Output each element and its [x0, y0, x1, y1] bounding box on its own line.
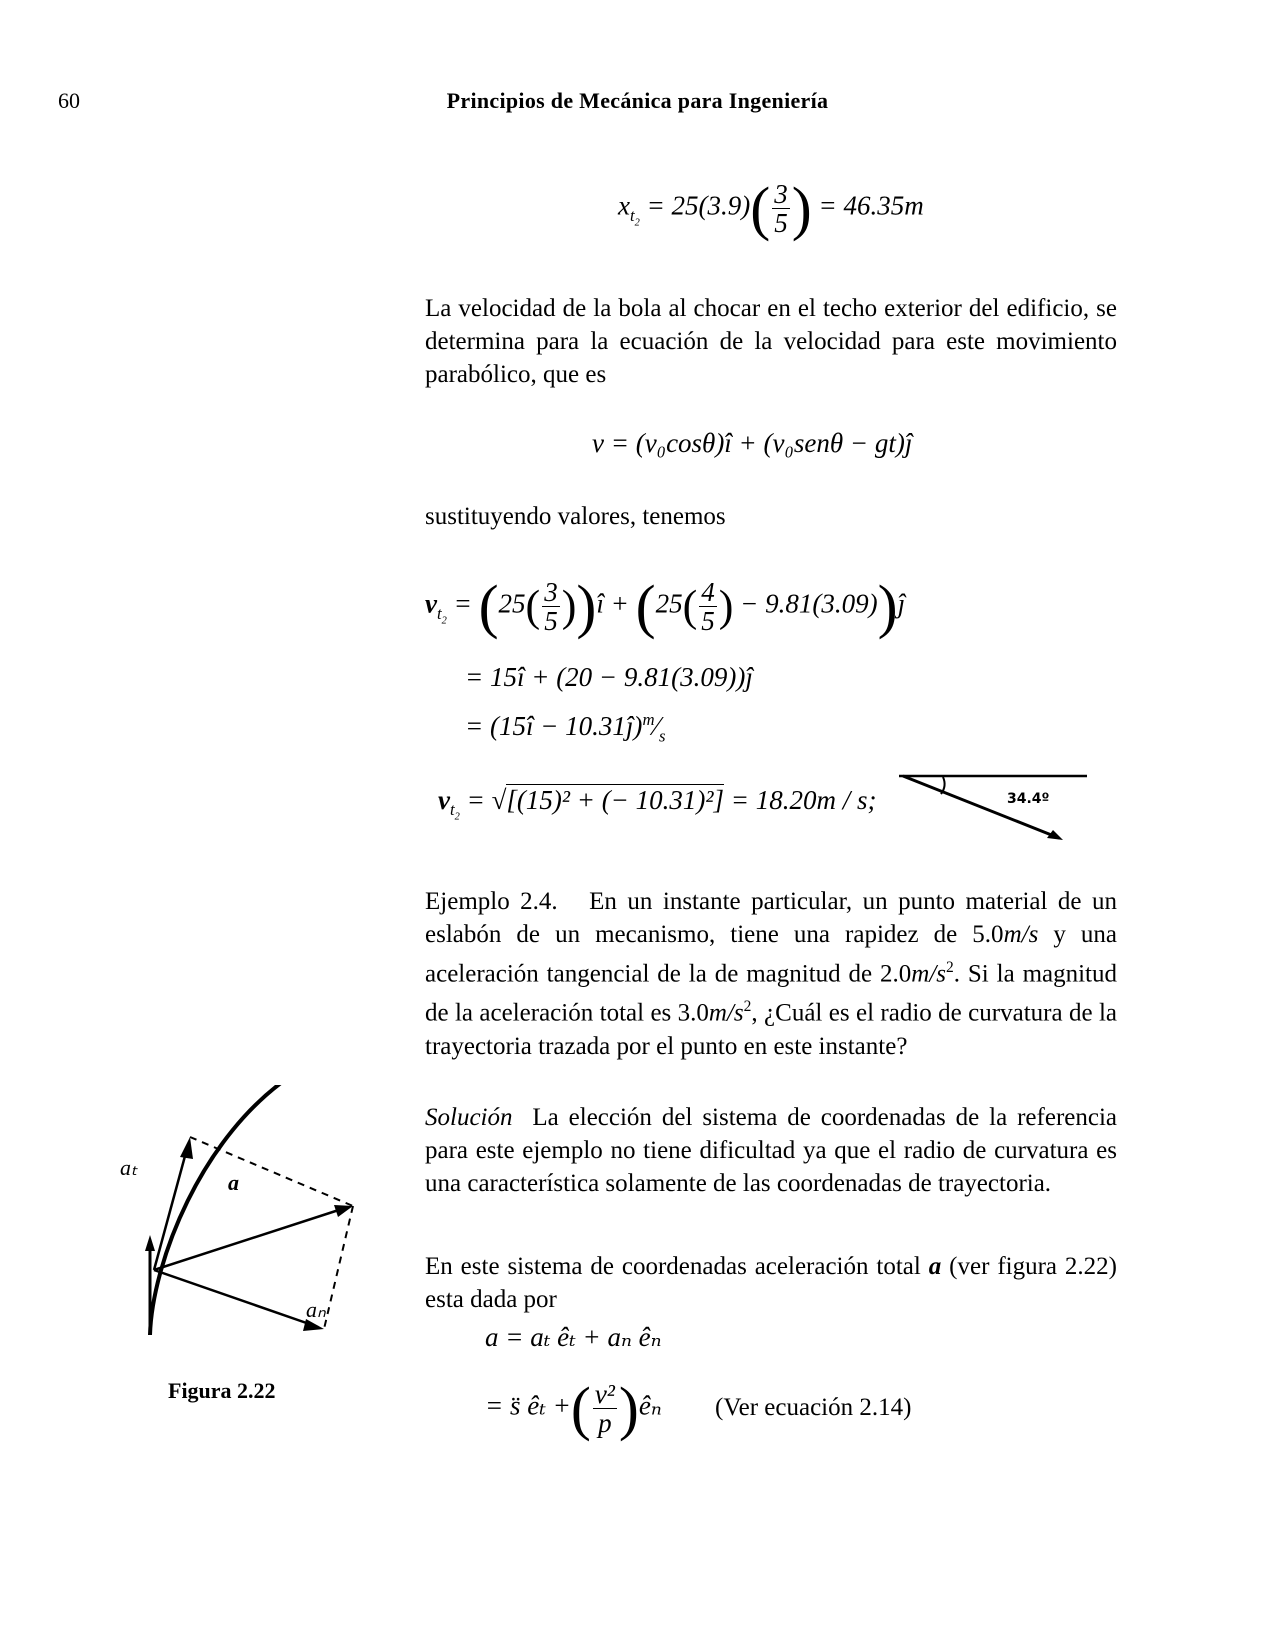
trajectory-curve — [150, 1085, 295, 1335]
running-title: Principios de Mecánica para Ingeniería — [446, 88, 829, 113]
velocity-direction-line — [903, 776, 1059, 838]
example-2-4: Ejemplo 2.4. En un instante particular, un punto material de un eslabón de un mecanismo, tiene una rapidez de 5.0m/s y una aceleración tangencial de la de magnitud de $2.0m/s^2$. Si la magnitud de la aceleración total es $3.0m/s^2$, ¿Cuál es el radio de curvatura de la trayectoria trazada por el punto en este instante? — [425, 888, 1117, 1060]
paragraph-aceleracion: En este sistema de coordenadas aceleración total a (ver figura 2.22) esta dada por — [425, 1253, 1118, 1313]
label-at: aₜ — [120, 1155, 138, 1180]
dashed-parallelogram-edge — [190, 1137, 353, 1206]
equation-vt2-magnitude: $v_{t_2} = √[(15)^2$ + (− 10.31)²] = 18.20m / s; — [438, 785, 877, 823]
arrow-head-icon — [334, 1205, 353, 1217]
arrow-head-icon — [1047, 830, 1063, 840]
paragraph-sustituyendo: sustituyendo valores, tenemos — [425, 503, 726, 530]
arrow-head-icon — [145, 1235, 155, 1251]
fraction-3-5: $\frac{3}{5}$ — [774, 179, 788, 238]
equation-vt2-line3: = (15î − $10.31ĵ)^m⁄_s$ — [465, 710, 666, 746]
figure-2-22 — [110, 1085, 370, 1340]
label-an: aₙ — [306, 1297, 326, 1322]
angle-label: 34.4º — [1007, 791, 1050, 807]
example-title: Ejemplo 2.4. — [425, 888, 558, 915]
equation-velocity: v = (v₀cosθ)î + (v₀senθ − gt)ĵ — [592, 428, 913, 458]
solution-label: Solución — [425, 1104, 513, 1131]
label-a: a — [228, 1170, 239, 1195]
equation-x-t2: $x_{t_2} = 25(3.9)$( $\frac{3}{5}$ ) = 46.35m — [618, 175, 924, 242]
equation-vt2-line1: $v_{t_2} = (25$( $\frac{3}{5}$ ))î + (25( $\frac{4}{5}$ ) − 9.81(3.09))ĵ — [425, 573, 906, 640]
normal-acceleration-vector — [154, 1270, 318, 1327]
equation-vt2-line2: = 15î + (20 − 9.81(3.09))ĵ — [465, 662, 753, 692]
total-acceleration-vector — [154, 1207, 348, 1270]
paragraph-velocidad: La velocidad de la bola al chocar en el techo exterior del edificio, se determina para la ecuación de la velocidad para este movimiento parabólico, que es — [425, 295, 1117, 388]
arrow-head-icon — [180, 1137, 193, 1159]
figure-caption: Figura 2.22 — [168, 1378, 276, 1403]
angle-diagram — [895, 768, 1095, 846]
dashed-parallelogram-edge — [324, 1206, 353, 1329]
solution-paragraph: Solución La elección del sistema de coordenadas de la referencia para este ejemplo no tiene dificultad ya que el radio de curvatura es una característica solamente de las coordenadas de trayectoria. — [425, 1104, 1118, 1197]
page-number: 60 — [58, 88, 80, 113]
equation-acceleration-line2: = s̈ êₜ +( $\frac{\text{v²}}{p}$ )êₙ — [485, 1375, 662, 1442]
equation-acceleration-line1: a = aₜ êₜ + aₙ êₙ — [485, 1322, 662, 1352]
equation-reference: (Ver ecuación 2.14) — [715, 1394, 912, 1421]
